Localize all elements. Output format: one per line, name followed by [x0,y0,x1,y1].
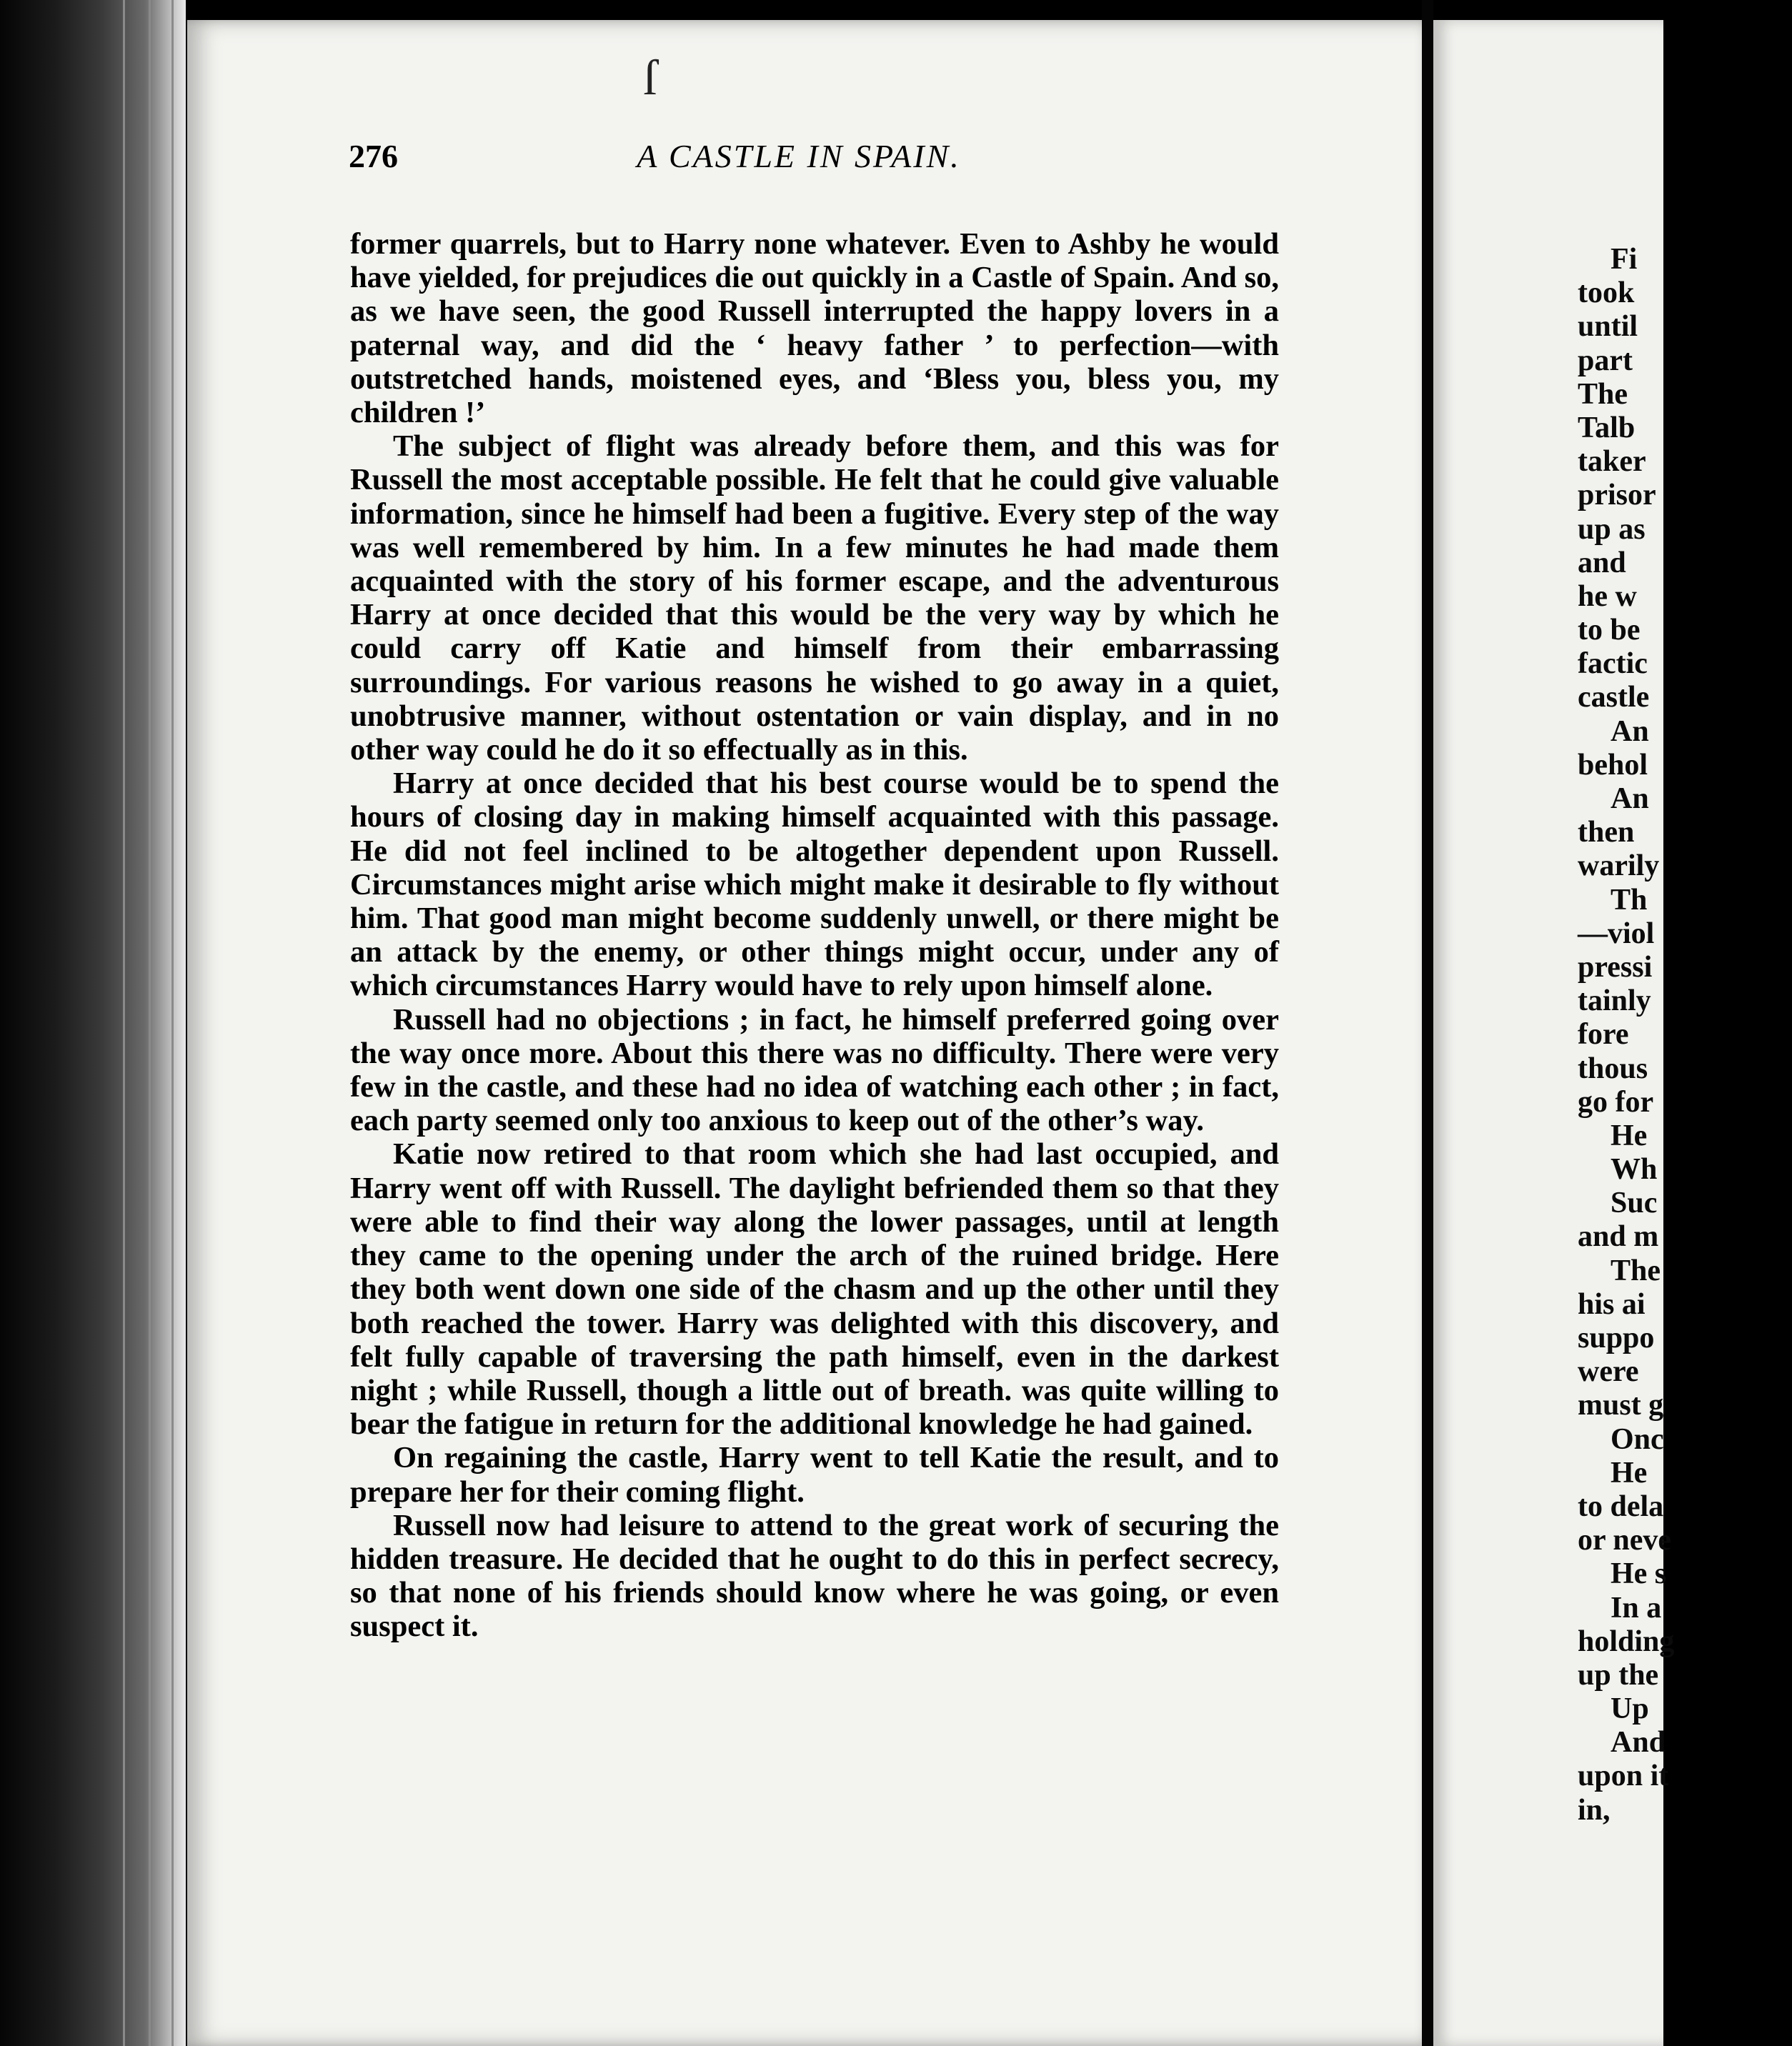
right-page-line: prisor [1578,479,1656,512]
right-page-line: And [1611,1726,1666,1760]
right-page-line: He [1611,1456,1648,1489]
right-page-line: taker [1578,445,1646,479]
book-binding [0,0,186,2046]
right-page-line: thous [1578,1052,1648,1085]
right-page-line: The [1578,377,1628,411]
right-page-line: Suc [1611,1187,1658,1220]
page-gutter [1422,0,1433,2046]
right-page-line: suppo [1578,1322,1655,1354]
right-page-line: An [1611,714,1649,748]
right-page-line: Fi [1611,243,1638,276]
paragraph: former quarrels, but to Harry none whatever. Even to Ashby he would have yielded, for prejudices die out quickly in a Castle of Spain. And so, as we have seen, the good Russell interrupted the happy lovers in a paternal way, and did the ‘ heavy father ’ to perfection—with outstretched hands, moistened eyes, and ‘Bless you, bless you, my children !’ [350,227,1279,430]
right-page-line: in, [1578,1793,1611,1827]
right-page-line: he w [1578,579,1637,613]
body-text [350,227,1279,1644]
running-title: A CASTLE IN SPAIN. [637,138,961,174]
page-header [349,137,1242,194]
right-page-line: Talb [1578,411,1636,444]
right-page-line: factic [1578,647,1648,681]
right-page [1433,20,1675,2046]
page-edge [149,0,151,2046]
right-page-line: castle [1578,681,1650,714]
right-page-line: were [1578,1355,1639,1389]
right-page-line: warily [1578,849,1660,883]
right-page-line: his ai [1578,1287,1646,1321]
paragraph: Harry at once decided that his best course would be to spend the hours of closing day in making himself acquainted with this passage. He did not feel inclined to be altogether dependent upon Russell. Circumstances might arise which might make it desirable to fly without him. That good man might become suddenly unwell, or there might be an attack by the enemy, or other things might occur, under any of which circumstances Harry would have to rely upon himself alone. [350,767,1279,1003]
right-page-line: Up [1611,1692,1649,1726]
right-page-line: up the [1578,1658,1659,1692]
right-page-line: to dela [1578,1489,1664,1523]
right-page-line: —viol [1578,917,1655,950]
page-edge [171,0,174,2046]
right-page-text [1578,243,1792,1827]
right-page-line: to be [1578,614,1641,647]
right-page-line: He [1611,1119,1648,1152]
right-page-line: He s [1611,1557,1667,1591]
right-page-line: up as [1578,512,1646,546]
right-page-line: behol [1578,748,1648,782]
right-page-line: holding [1578,1625,1675,1658]
right-page-line: until [1578,310,1638,344]
right-page-line: or neve [1578,1524,1672,1557]
right-page-line: Wh [1611,1153,1658,1187]
right-page-line: and m [1578,1220,1659,1254]
right-page-line: fore [1578,1018,1629,1052]
page-edge [123,0,125,2046]
right-page-line: go for [1578,1085,1654,1119]
right-page-line: The [1611,1254,1661,1287]
right-page-line: part [1578,344,1633,377]
page-number: 276 [349,138,398,174]
right-page-line: and [1578,546,1626,579]
paragraph: The subject of flight was already before them, and this was for Russell the most acceptable possible. He felt that he could give valuable information, since he himself had been a fugitive. Every step of the way was well remembered by him. In a few minutes he had made them acquainted with the story of his former escape, and the adventurous Harry at once decided that this would be the very way by which he could carry off Katie and himself from their embarrassing surroundings. For various reasons he wished to go away in a quiet, unobtrusive manner, without ostentation or vain display, and in no other way could he do it so effectually as in this. [350,429,1279,767]
paragraph: On regaining the castle, Harry went to tell Katie the result, and to prepare her for their coming flight. [350,1441,1279,1509]
right-page-line: must g [1578,1389,1664,1422]
paragraph: Russell now had leisure to attend to the great work of securing the hidden treasure. He decided that he ought to do this in perfect secrecy, so that none of his friends should know where he was going, or even suspect it. [350,1508,1279,1644]
right-page-line: upon it [1578,1760,1669,1793]
pencil-mark: ſ [643,51,657,106]
right-page-line: An [1611,782,1649,815]
right-page-line: then [1578,816,1635,849]
right-page-line: pressi [1578,950,1653,984]
right-page-line: In a [1611,1591,1662,1625]
paragraph: Katie now retired to that room which she had last occupied, and Harry went off with Russell. The daylight befriended them so that they were able to find their way along the lower passages, until at length they came to the opening under the arch of the ruined bridge. Here they both went down one side of the chasm and up the other until they both reached the tower. Harry was delighted with this discovery, and felt fully capable of traversing the path himself, even in the darkest night ; while Russell, though a little out of breath. was quite willing to bear the fatigue in return for the additional knowledge he had gained. [350,1137,1279,1442]
right-page-line: tainly [1578,984,1651,1018]
right-page-line: Th [1611,883,1648,917]
right-page-line: Onc [1611,1422,1664,1456]
right-page-line: took [1578,276,1635,310]
paragraph: Russell had no objections ; in fact, he himself preferred going over the way once more. About this there was no difficulty. There were very few in the castle, and these had no idea of watching each other ; in fact, each party seemed only too anxious to keep out of the other’s way. [350,1002,1279,1138]
